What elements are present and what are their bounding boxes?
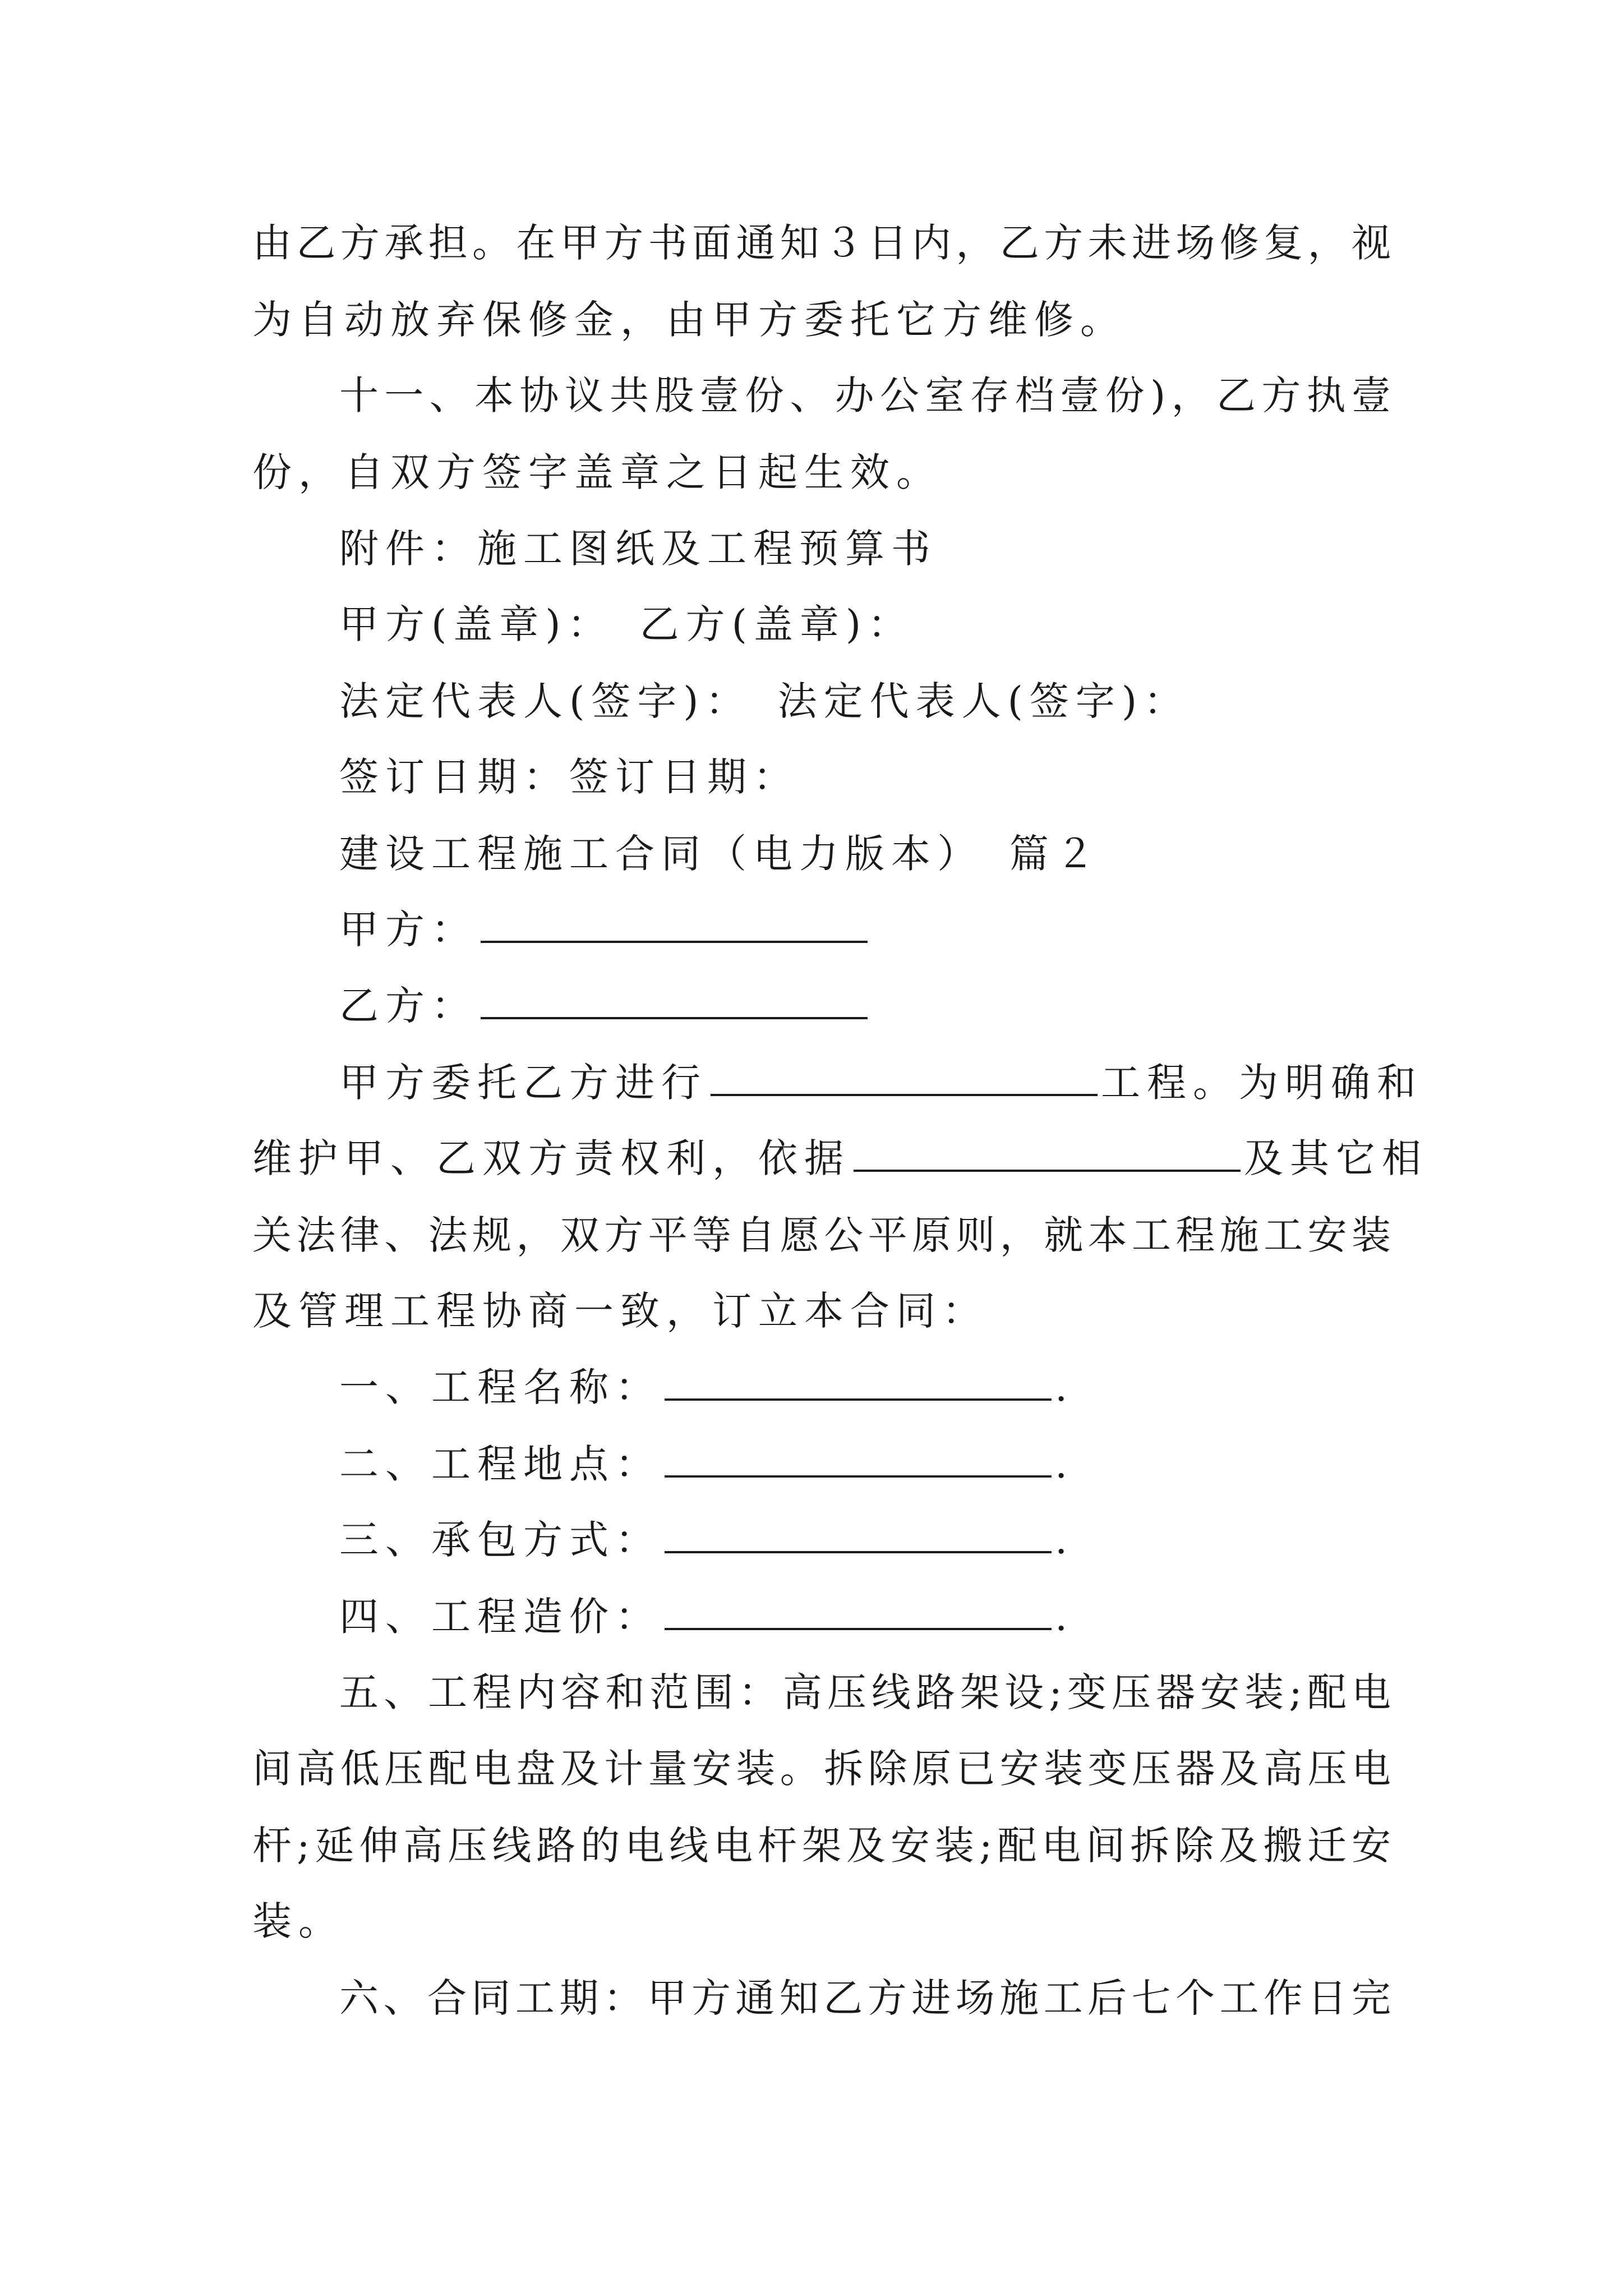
item-label: 一、工程名称： [339,1364,661,1410]
signature-line-date: 签订日期：签订日期： [339,754,799,800]
item-label: 三、承包方式： [339,1517,661,1563]
party-a-line [339,901,1391,958]
text-segment: 及其它相 [1244,1135,1428,1181]
text-line: 间高低压配电盘及计量安装。拆除原已安装变压器及高压电 [252,1746,1391,1792]
text-segment: 维护甲、乙双方责权利，依据 [252,1135,850,1181]
text-line: 六、合同工期：甲方通知乙方进场施工后七个工作日完 [339,1975,1391,2021]
party-a-label: 甲方： [339,907,477,953]
text-line: 份，自双方签字盖章之日起生效。 [252,449,942,495]
item-project-cost [339,1589,1391,1645]
text-segment: 工程。为明确和 [1101,1060,1423,1106]
item-period: . [1055,1441,1075,1487]
item-label: 四、工程造价： [339,1594,661,1640]
signature-line-representative: 法定代表人(签字)： 法定代表人(签字)： [339,678,1190,724]
item-label: 二、工程地点： [339,1441,661,1487]
item-period: . [1055,1364,1075,1410]
signature-line-seal: 甲方(盖章)： 乙方(盖章)： [339,601,914,647]
text-line: 关法律、法规，双方平等自愿公平原则，就本工程施工安装 [252,1212,1391,1258]
item-project-name [339,1359,1391,1415]
section-heading: 建设工程施工合同（电力版本） 篇２ [339,831,1101,877]
text-line-with-blank [339,1055,1423,1111]
item-period: . [1055,1517,1075,1563]
party-a-blank [481,906,868,943]
text-line: 杆;延伸高压线路的电线电杆架及安装;配电间拆除及搬迁安 [252,1823,1391,1869]
text-line: 为自动放弃保修金，由甲方委托它方维修。 [252,297,1126,343]
text-line: 装。 [252,1898,344,1944]
party-b-label: 乙方： [339,983,477,1029]
party-b-line [339,978,1391,1034]
item-blank [665,1593,1052,1630]
item-blank [665,1364,1052,1401]
text-line-with-blank [252,1130,1428,1186]
text-line: 及管理工程协商一致，订立本合同： [252,1288,988,1334]
text-line: 十一、本协议共股壹份、办公室存档壹份)，乙方执壹 [339,372,1391,418]
text-line: 附件：施工图纸及工程预算书 [339,526,937,572]
item-blank [665,1441,1052,1478]
item-contract-method [339,1512,1391,1568]
party-b-blank [481,982,868,1019]
item-project-location [339,1436,1391,1492]
text-line: 由乙方承担。在甲方书面通知３日内，乙方未进场修复，视 [252,220,1391,266]
item-blank [665,1516,1052,1553]
item-period: . [1055,1594,1075,1640]
basis-blank [854,1135,1241,1172]
text-line: 五、工程内容和范围：高压线路架设;变压器安装;配电 [339,1669,1391,1715]
project-blank [711,1059,1098,1096]
text-segment: 甲方委托乙方进行 [339,1060,707,1106]
